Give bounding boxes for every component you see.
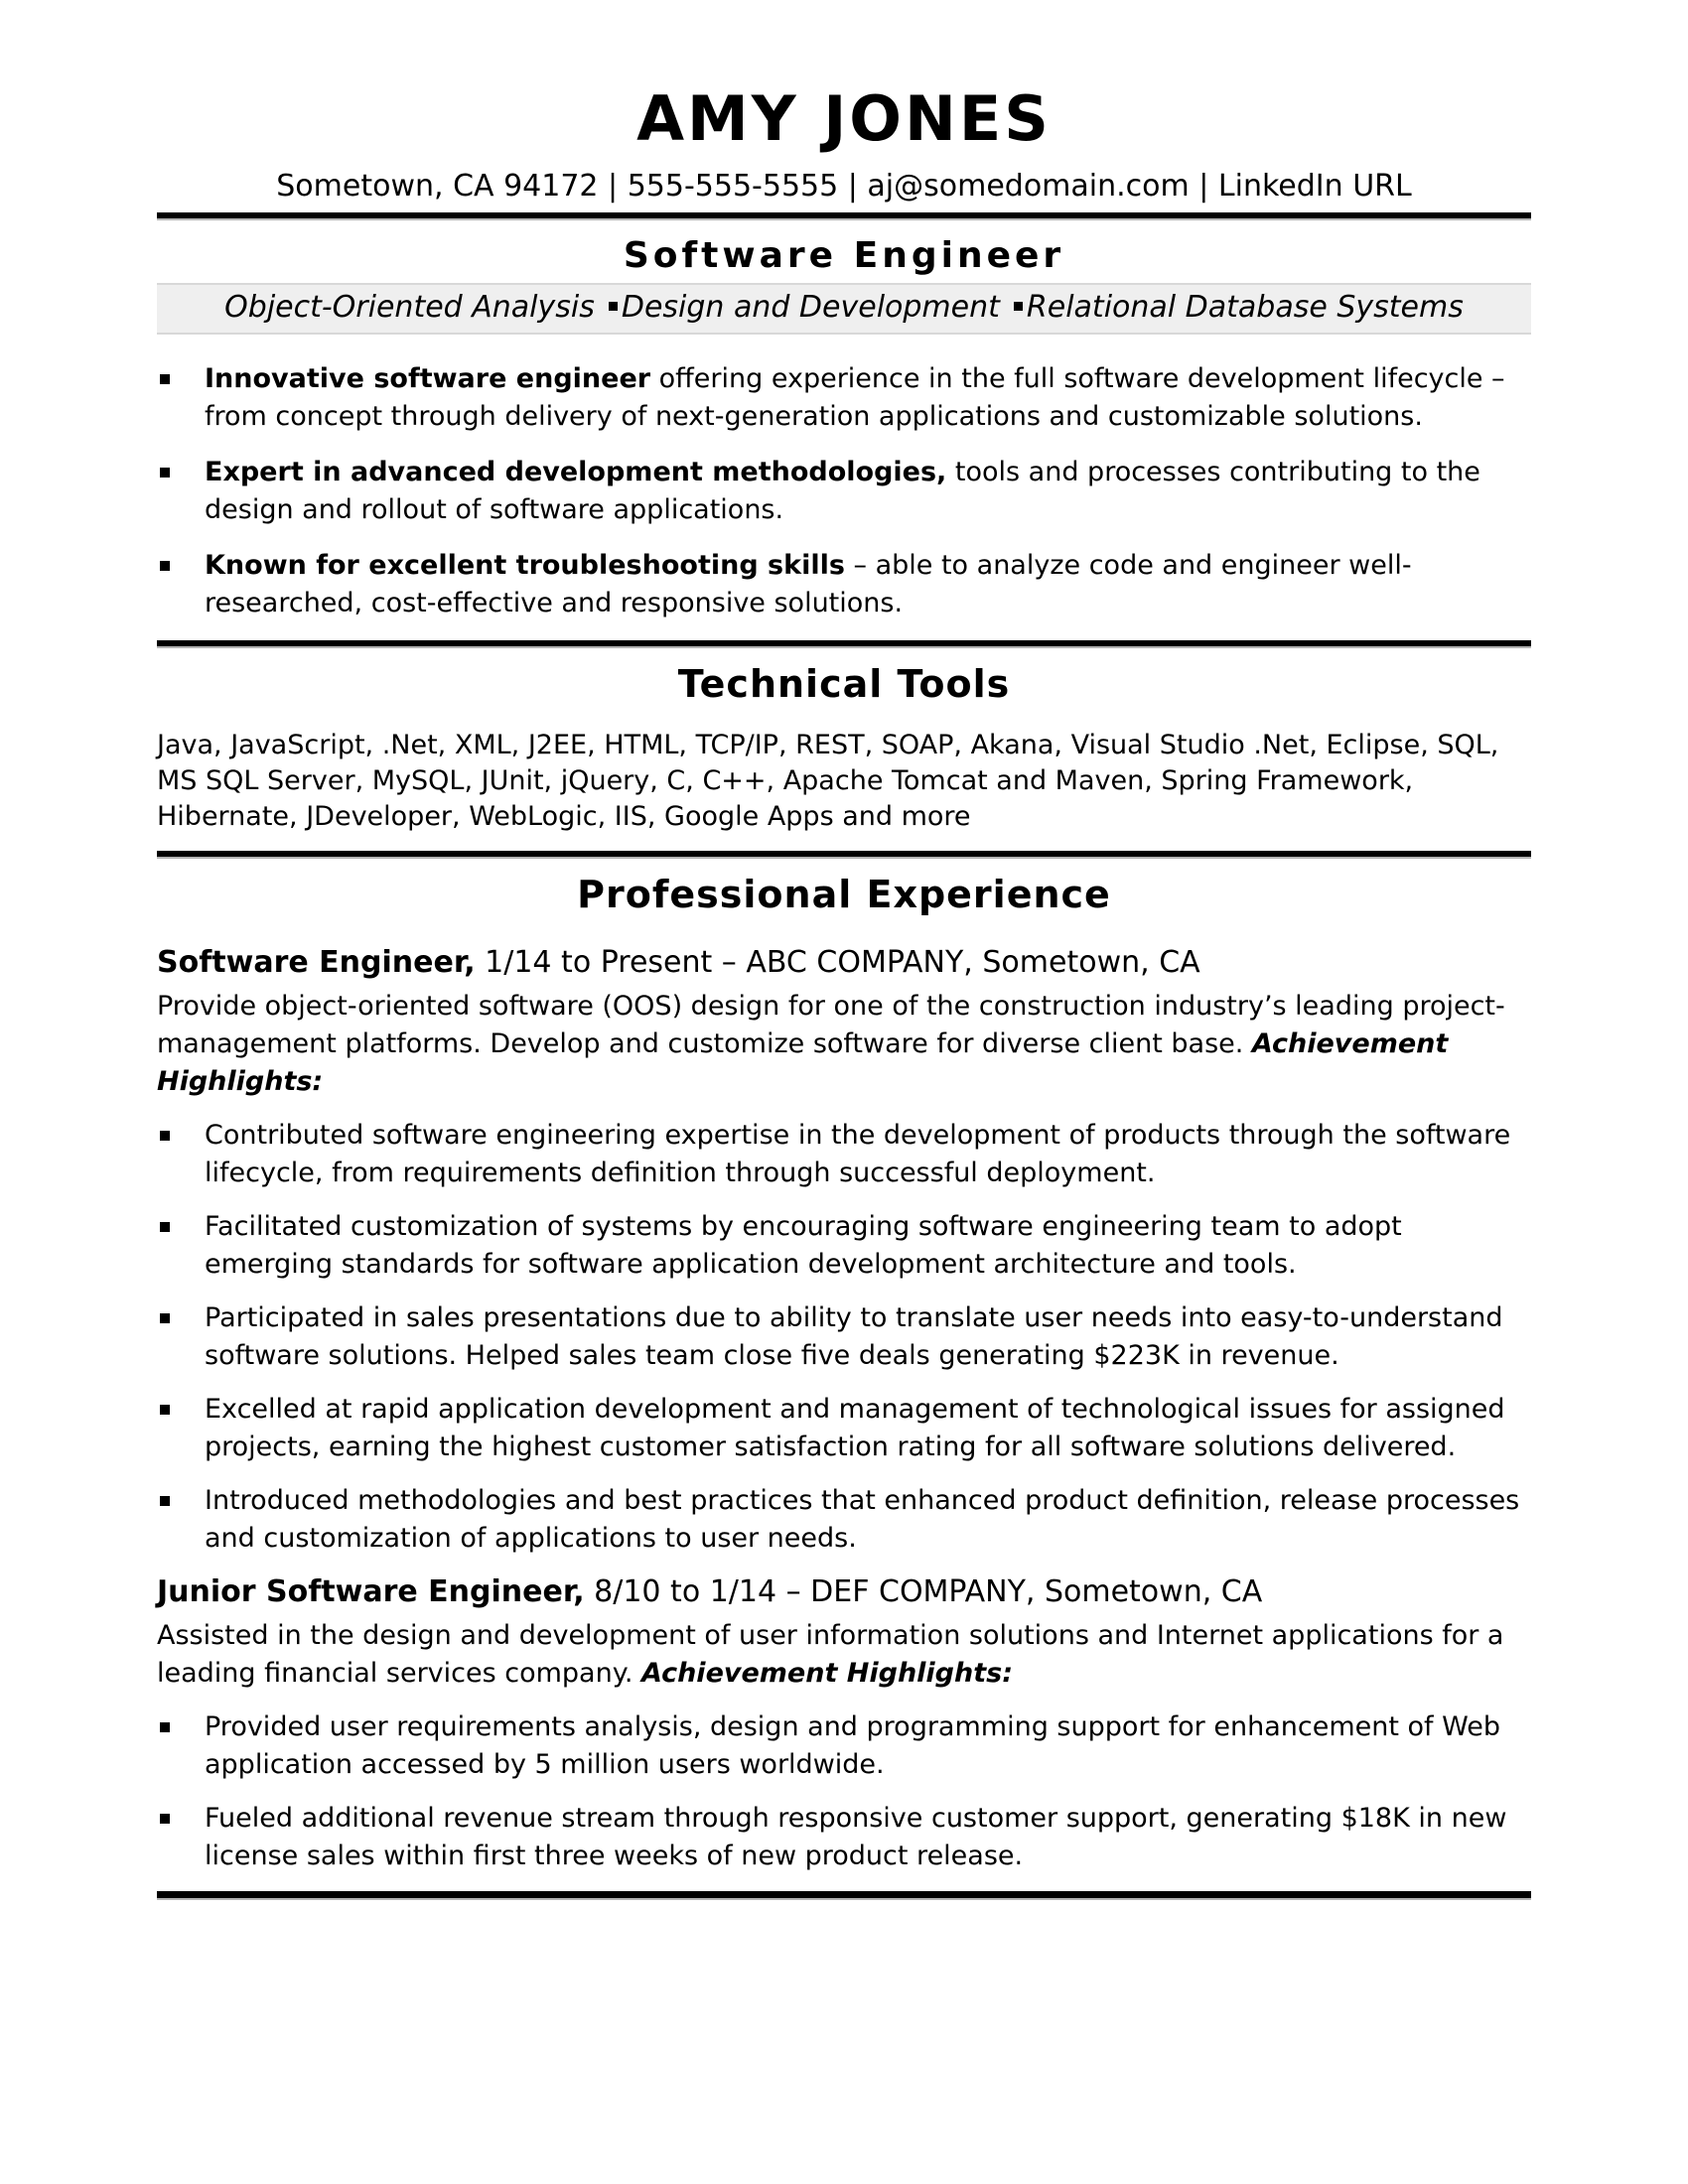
list-item xyxy=(157,547,1531,622)
bullet-lead: Innovative software engineer xyxy=(205,363,651,394)
job-summary-text: Provide object-oriented software (OOS) design for one of the construction industry’s leading project- management platforms. Develop and customize software for diverse client base. xyxy=(157,991,1505,1059)
square-bullet-icon xyxy=(160,1496,170,1506)
square-bullet-icon xyxy=(160,1722,170,1732)
job-title-details: 8/10 to 1/14 – DEF COMPANY, Sometown, CA xyxy=(584,1574,1263,1609)
bullet-text xyxy=(205,550,1412,618)
square-bullet-icon xyxy=(160,468,170,478)
header-divider-rule xyxy=(157,212,1531,220)
square-bullet-icon xyxy=(160,1313,170,1323)
square-bullet-icon xyxy=(160,1405,170,1415)
list-item xyxy=(157,1208,1531,1284)
bullet-text: Provided user requirements analysis, design and programming support for enhancement of Web application accessed by 5 million users worldwide. xyxy=(205,1711,1500,1780)
square-bullet-icon xyxy=(160,561,170,571)
list-item xyxy=(157,454,1531,529)
candidate-name: AMY JONES xyxy=(636,82,1052,155)
achievement-highlights-label: Achievement Highlights: xyxy=(157,1028,1449,1097)
technical-tools-body: Java, JavaScript, .Net, XML, J2EE, HTML, TCP/IP, REST, SOAP, Akana, Visual Studio .Net, Eclipse, SQL, MS SQL Server, MySQL, JUnit, jQuery, C, C++, Apache Tomcat and Maven, Spring Framework, Hibernate, JDeveloper, WebLogic, IIS, Google Apps and more xyxy=(157,730,1499,832)
bullet-rest: offering experience in the full software development lifecycle – from concept through delivery of next-generation applications and customizable solutions. xyxy=(205,363,1505,432)
bullet-text: Participated in sales presentations due to ability to translate user needs into easy-to-understand software solutions. Helped sales team close five deals generating $223K in revenue. xyxy=(205,1302,1503,1371)
bullet-text: Introduced methodologies and best practices that enhanced product definition, release processes and customization of applications to user needs. xyxy=(205,1485,1520,1554)
skill-item: Object-Oriented Analysis xyxy=(224,290,595,325)
bullet-text: Fueled additional revenue stream through responsive customer support, generating $18K in new license sales within first three weeks of new product release. xyxy=(205,1803,1507,1871)
section-divider-rule xyxy=(157,851,1531,859)
job-title-role: Software Engineer, xyxy=(157,945,476,980)
section-heading-professional-experience: Professional Experience xyxy=(577,873,1111,916)
bullet-rest: – able to analyze code and engineer well-researched, cost-effective and responsive solutions. xyxy=(205,550,1412,618)
list-item xyxy=(157,1708,1531,1784)
skills-band xyxy=(157,283,1531,335)
section-divider-rule xyxy=(157,640,1531,648)
job-title-details: 1/14 to Present – ABC COMPANY, Sometown, CA xyxy=(475,945,1200,980)
role-title: Software Engineer xyxy=(623,235,1065,276)
square-bullet-icon xyxy=(160,374,170,384)
bullet-lead: Known for excellent troubleshooting skills xyxy=(205,550,845,581)
list-item xyxy=(157,1800,1531,1875)
square-bullet-icon xyxy=(160,1814,170,1824)
bullet-text: Contributed software engineering expertise in the development of products through the software lifecycle, from requirements definition through successful deployment. xyxy=(205,1120,1511,1188)
bullet-text xyxy=(205,363,1505,432)
bullet-rest: tools and processes contributing to the design and rollout of software applications. xyxy=(205,457,1480,525)
section-heading-technical-tools: Technical Tools xyxy=(677,662,1011,706)
square-bullet-icon xyxy=(160,1222,170,1232)
list-item xyxy=(157,1117,1531,1192)
bullet-text: Facilitated customization of systems by encouraging software engineering team to adopt emerging standards for software application development architecture and tools. xyxy=(205,1211,1402,1280)
contact-line: Sometown, CA 94172 | 555-555-5555 | aj@somedomain.com | LinkedIn URL xyxy=(276,169,1412,204)
square-separator-icon xyxy=(1014,302,1023,311)
bullet-text: Excelled at rapid application development and management of technological issues for assigned projects, earning the highest customer satisfaction rating for all software solutions delivered. xyxy=(205,1394,1505,1462)
job-title-role: Junior Software Engineer, xyxy=(157,1574,585,1609)
list-item xyxy=(157,360,1531,436)
job-bullet-list xyxy=(157,1117,1531,1558)
skill-item: Design and Development xyxy=(621,290,1000,325)
bullet-lead: Expert in advanced development methodologies, xyxy=(205,457,947,487)
bullet-text xyxy=(205,457,1480,525)
job-title xyxy=(157,1573,1531,1611)
skill-item: Relational Database Systems xyxy=(1026,290,1464,325)
summary-bullet-list xyxy=(157,360,1531,622)
job-summary xyxy=(157,988,1531,1101)
job-summary-text: Assisted in the design and development of user information solutions and Internet applications for a leading financial services company. xyxy=(157,1620,1504,1689)
footer-divider-rule xyxy=(157,1891,1531,1900)
achievement-highlights-label: Achievement Highlights: xyxy=(641,1658,1013,1689)
job-bullet-list xyxy=(157,1708,1531,1875)
square-separator-icon xyxy=(609,302,618,311)
list-item xyxy=(157,1482,1531,1558)
job-title xyxy=(157,944,1531,982)
job-summary xyxy=(157,1617,1531,1693)
list-item xyxy=(157,1299,1531,1375)
list-item xyxy=(157,1391,1531,1466)
square-bullet-icon xyxy=(160,1131,170,1141)
